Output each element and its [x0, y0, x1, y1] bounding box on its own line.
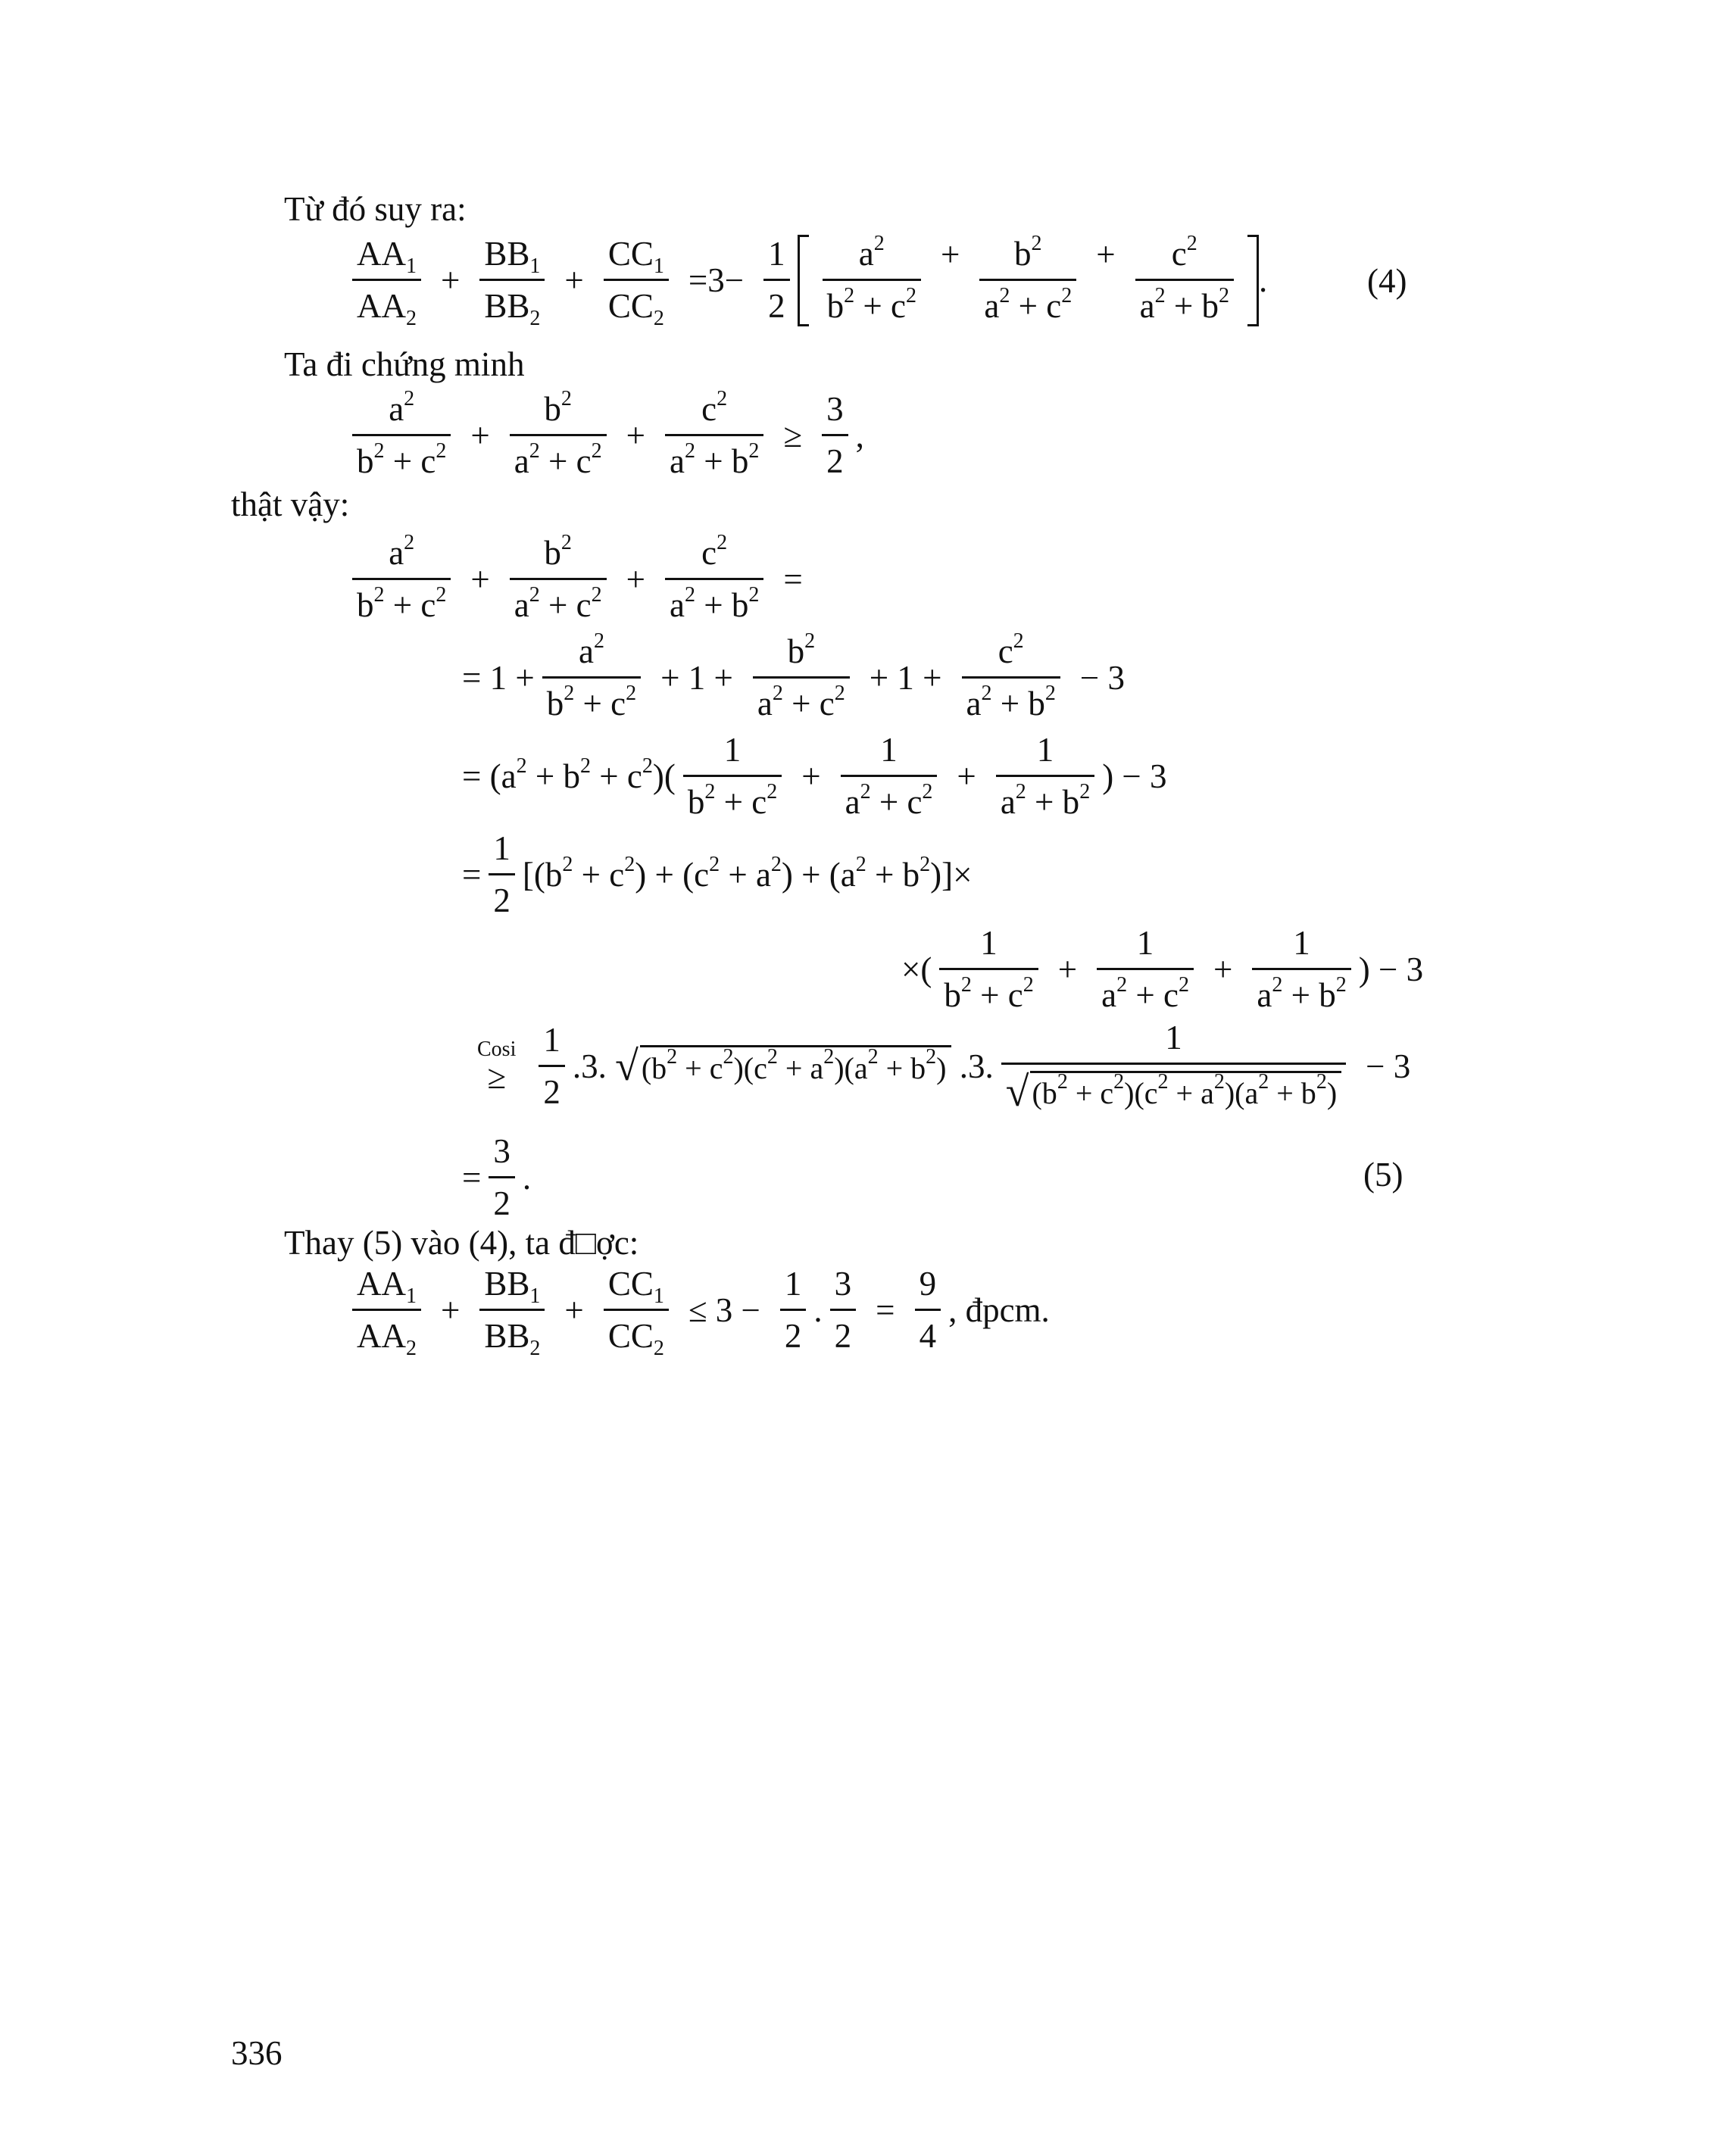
derivation-line-5: ×( $\frac{1}{b^2 + c^2}$ + $\frac{1}{a^2 + c^2}$ + $\frac{1}{a^2 + b^2}$ ) − 3 — [901, 924, 1424, 1014]
derivation-line-1: $\frac{a^2}{b^2 + c^2}$ + $\frac{b^2}{a^2 + c^2}$ + $\frac{c^2}{a^2 + b^2}$ = — [345, 534, 815, 626]
equation-number: (4) — [1367, 262, 1407, 300]
paragraph-text: Từ đó suy ra: — [284, 190, 467, 228]
equation-4: $\frac{AA_1}{AA_2}$ + $\frac{BB_1}{BB_2}$ + $\frac{CC_1}{CC_2}$ =3− $\frac{1}{2}$ $\frac{a^2}{b^2 + c^2}$ + $\frac{b^2}{a^2 + c^2}$ + $\frac{c^2}{a^2 + b^2}$ . — [345, 235, 1267, 326]
paragraph-text: thật vậy: — [231, 485, 350, 523]
derivation-line-2: = 1 + $\frac{a^2}{b^2 + c^2}$ + 1 + $\frac{b^2}{a^2 + c^2}$ + 1 + $\frac{c^2}{a^2 + b^2}$ − 3 — [462, 629, 1126, 722]
final-inequality: $\frac{AA_1}{AA_2}$ + $\frac{BB_1}{BB_2}$ + $\frac{CC_1}{CC_2}$ ≤ 3 − $\frac{1}{2}$ . $\frac{3}{2}$ = $\frac{9}{4}$ , đpcm. — [345, 1265, 1050, 1356]
square-bracket: $\frac{a^2}{b^2 + c^2}$ + $\frac{b^2}{a^2 + c^2}$ + $\frac{c^2}{a^2 + b^2}$ — [798, 235, 1259, 326]
equation-number: (5) — [1363, 1156, 1403, 1194]
paragraph-text: Ta đi chứng minh — [284, 345, 525, 383]
inequality-claim: $\frac{a^2}{b^2 + c^2}$ + $\frac{b^2}{a^2 + c^2}$ + $\frac{c^2}{a^2 + b^2}$ ≥ $\frac{3}{2}$ , — [345, 390, 864, 482]
fraction: $\frac{AA_1}{AA_2}$ — [352, 235, 421, 326]
fraction: $\frac{BB_1}{BB_2}$ — [479, 235, 545, 326]
fraction: $\frac{1}{2}$ — [763, 235, 790, 326]
dpcm-text: , đpcm. — [948, 1291, 1050, 1330]
cosi-geq: Cosi ≥ — [477, 1037, 517, 1096]
derivation-line-7: = $\frac{3}{2}$ . — [462, 1132, 532, 1222]
cosi-label: Cosi — [477, 1037, 517, 1061]
derivation-line-6: Cosi ≥ $\frac{1}{2}$ .3. √ $(b^2 + c^2)(c^2 + a^2)(a^2 + b^2)$ .3. 1 √ $(b^2 + c^2)(c^2 + a^2)(a^2 + b^2)$ − 3 — [477, 1019, 1411, 1116]
derivation-line-3: = $(a^2 + b^2 + c^2)$( $\frac{1}{b^2 + c^2}$ + $\frac{1}{a^2 + c^2}$ + $\frac{1}{a^2 + b^2}$ ) − 3 — [462, 731, 1167, 821]
page-number: 336 — [231, 2034, 283, 2072]
fraction: $\frac{CC_1}{CC_2}$ — [604, 235, 669, 326]
paragraph-text: Thay (5) vào (4), ta đ□ợc: — [284, 1224, 639, 1262]
derivation-line-4: = $\frac{1}{2}$ $[(b^2 + c^2) + (c^2 + a^2) + (a^2 + b^2)]\times$ — [462, 829, 973, 919]
square-root: √ $(b^2 + c^2)(c^2 + a^2)(a^2 + b^2)$ — [615, 1045, 951, 1088]
